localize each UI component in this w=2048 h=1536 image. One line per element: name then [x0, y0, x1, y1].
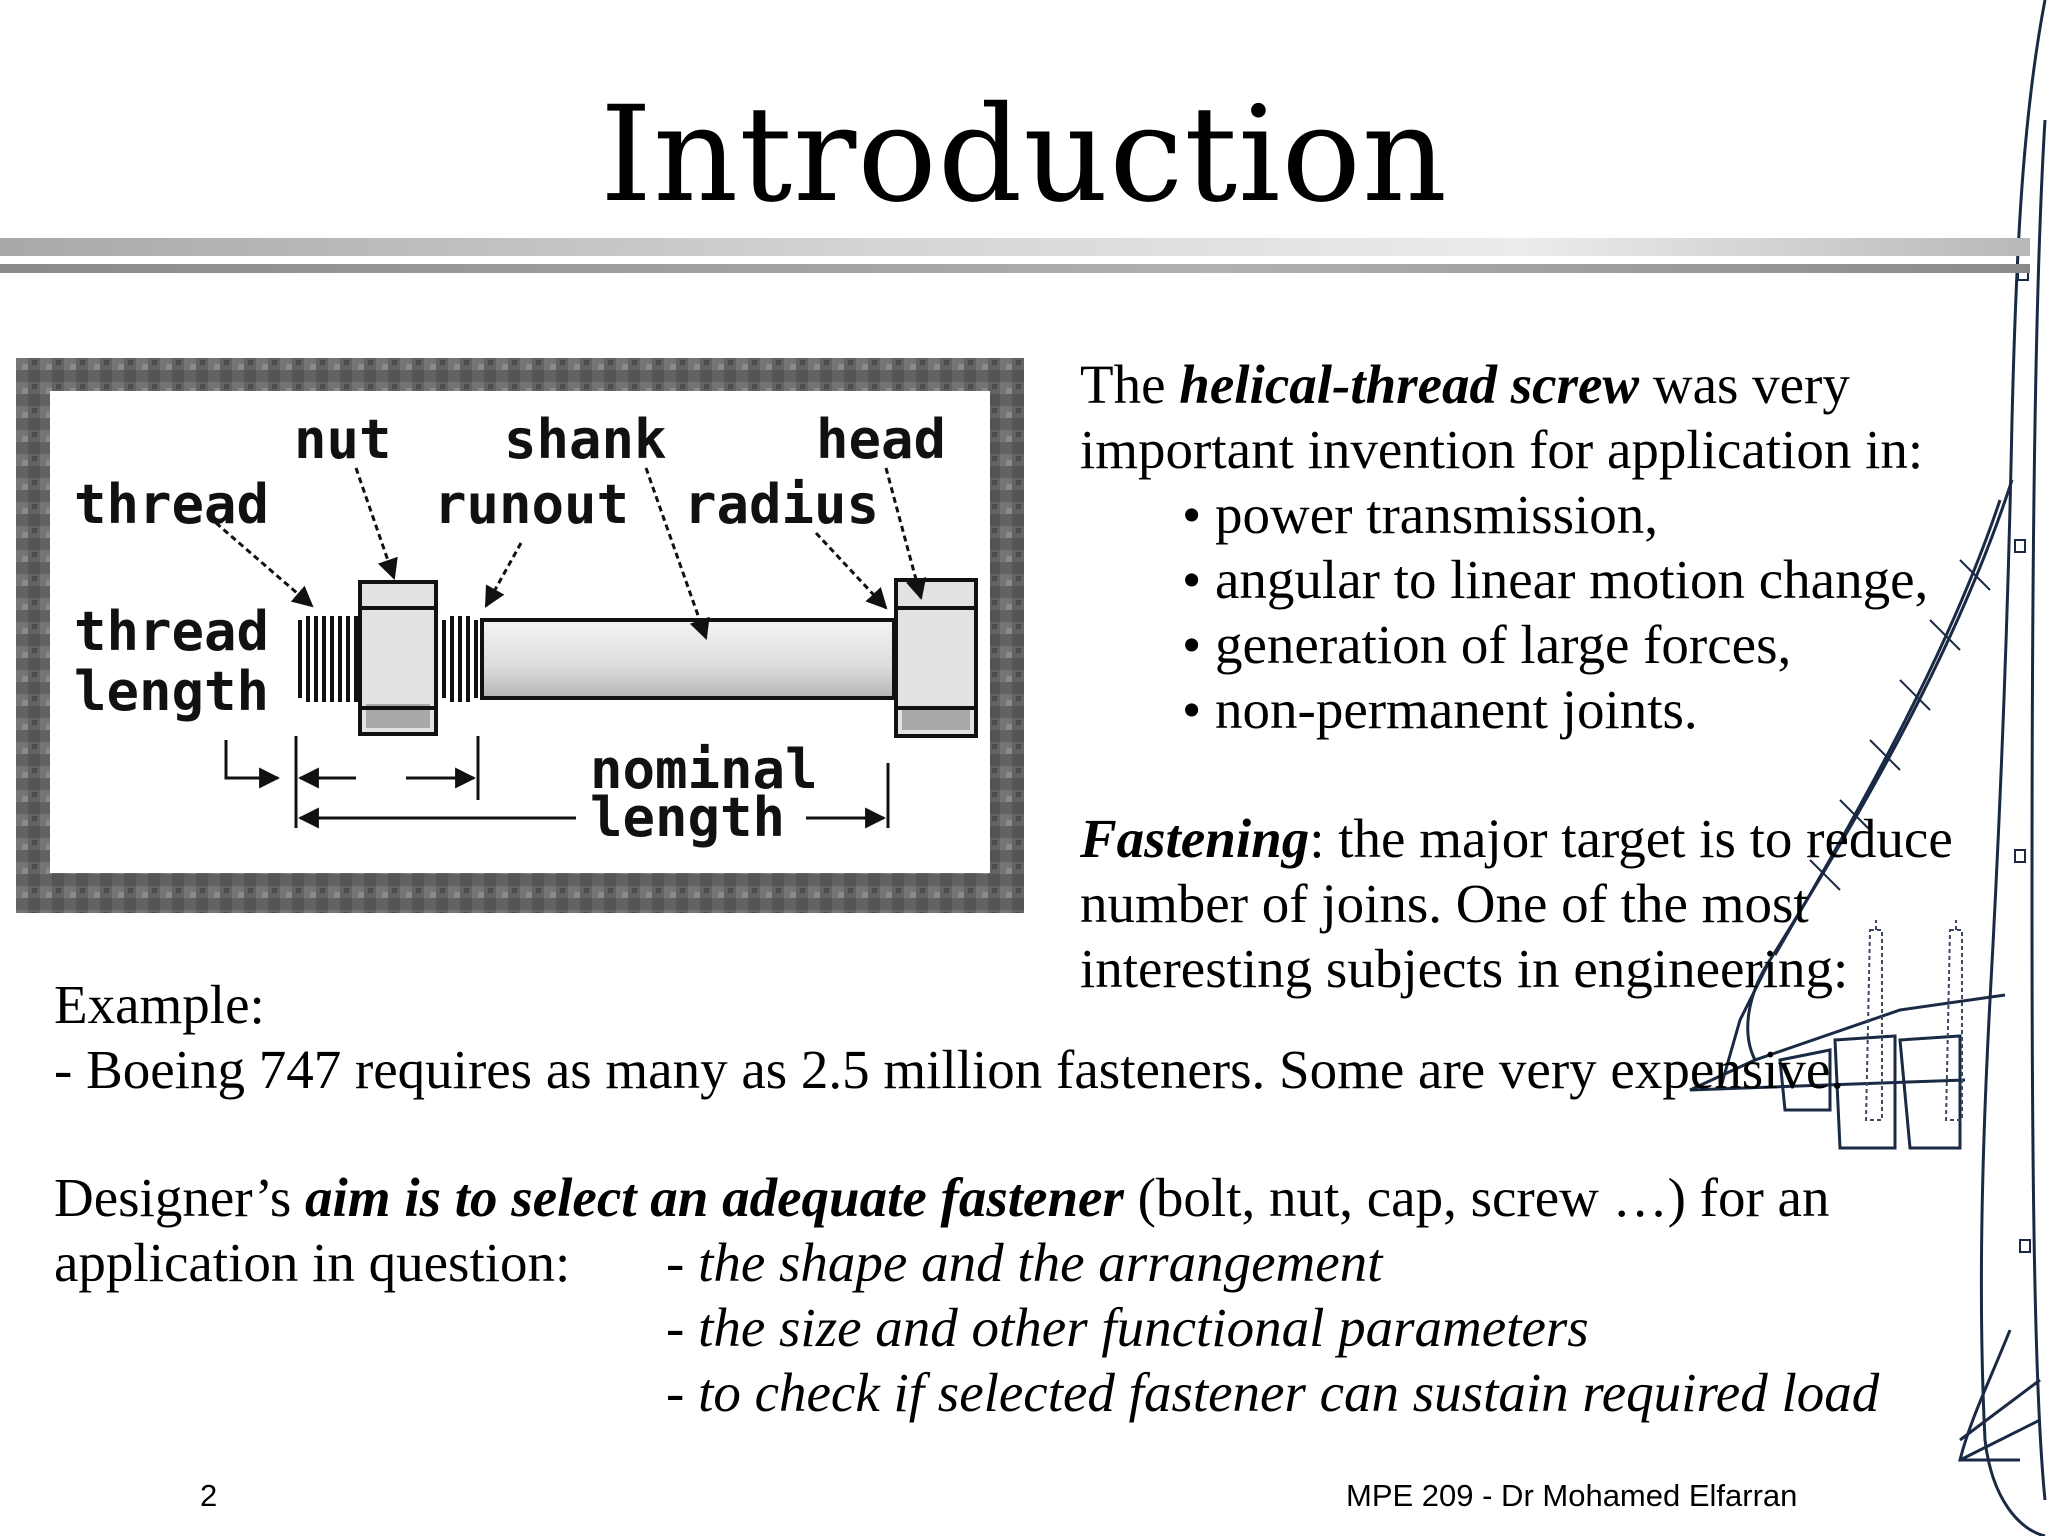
list-item: • angular to linear motion change, — [1182, 549, 1929, 610]
example-text: - Boeing 747 requires as many as 2.5 million fasteners. Some are very expensive. — [54, 1039, 1845, 1100]
list-item: • generation of large forces, — [1182, 614, 1792, 675]
fastening-paragraph: Fastening: the major target is to reduce number of joins. One of the most interesting subjects in engineering: — [1080, 808, 1953, 999]
label-nominal-length-line2: length — [590, 786, 786, 849]
example-block — [54, 972, 1844, 1102]
designer-aim-emphasis: aim is to select an adequate fastener — [305, 1167, 1124, 1228]
example-heading: Example: — [54, 974, 265, 1035]
label-thread: thread — [74, 473, 270, 536]
list-item: • power transmission, — [1182, 484, 1659, 545]
label-thread-length-line1: thread — [74, 600, 270, 663]
designer-criteria-list — [666, 1230, 1879, 1425]
fastening-term: Fastening — [1080, 808, 1310, 869]
label-thread-length-line2: length — [74, 660, 270, 723]
intro-paragraph: The helical-thread screw was very important invention for application in: — [1080, 354, 1924, 480]
footer-course: MPE 209 - Dr Mohamed Elfarran — [1346, 1478, 1798, 1513]
label-runout: runout — [434, 473, 630, 536]
bolt-anatomy-figure — [16, 358, 1024, 913]
label-nominal-length-line1: nominal — [590, 738, 818, 801]
application-list — [1182, 482, 1928, 742]
helical-thread-screw-emphasis: helical-thread screw — [1179, 354, 1640, 415]
slide-title: Introduction — [600, 78, 1448, 232]
label-shank: shank — [504, 408, 667, 471]
title-divider-top — [0, 238, 2030, 256]
designer-paragraph: Designer’s aim is to select an adequate fastener (bolt, nut, cap, screw …) for an application in question: — [54, 1167, 1830, 1293]
list-item: - to check if selected fastener can sustain required load — [666, 1362, 1880, 1423]
label-nut: nut — [294, 408, 392, 471]
list-item: - the size and other functional parameters — [666, 1297, 1589, 1358]
label-head: head — [816, 408, 947, 471]
title-divider-bottom — [0, 264, 2030, 273]
list-item: • non-permanent joints. — [1182, 679, 1698, 740]
label-radius: radius — [684, 473, 880, 536]
list-item: - the shape and the arrangement — [666, 1232, 1383, 1293]
page-number: 2 — [200, 1478, 218, 1513]
